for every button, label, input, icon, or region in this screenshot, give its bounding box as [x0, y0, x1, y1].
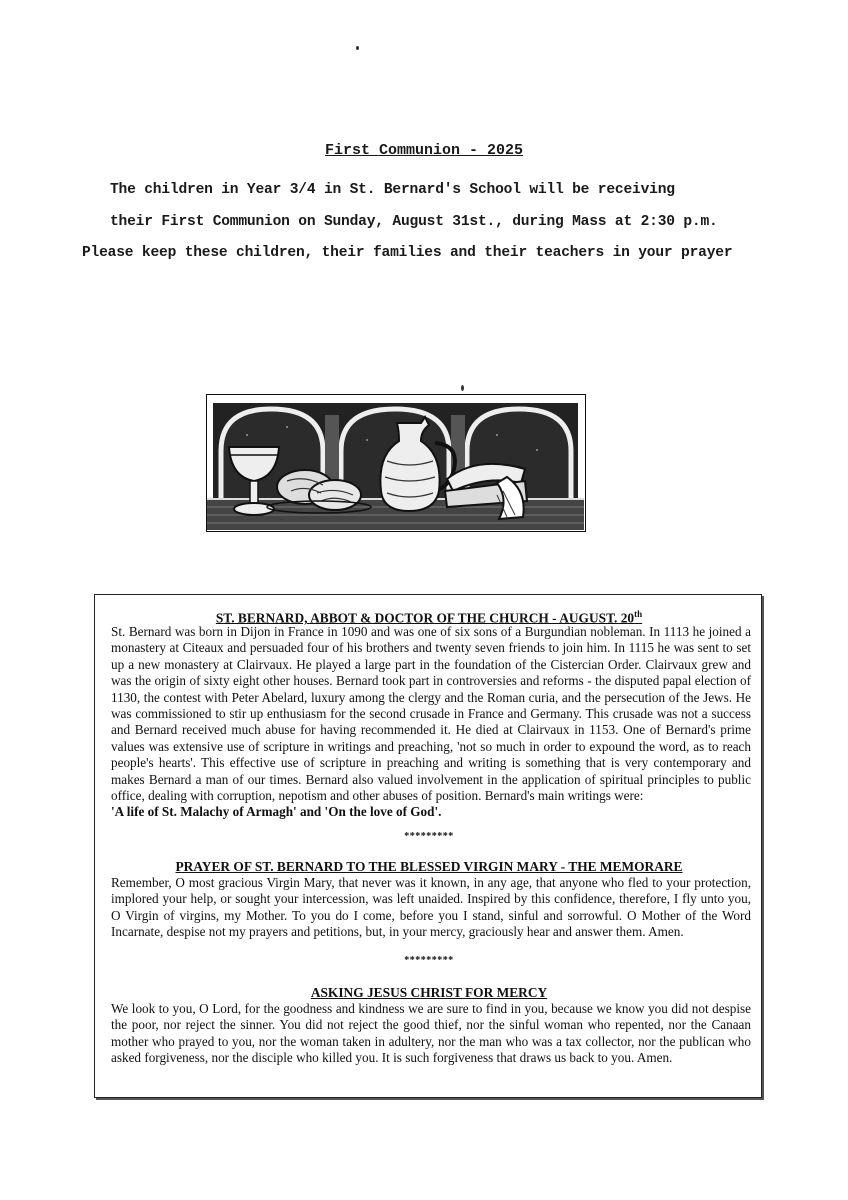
- memorare-title: PRAYER OF ST. BERNARD TO THE BLESSED VIRGIN MARY - THE MEMORARE: [175, 859, 683, 874]
- ordinal-suffix: th: [634, 609, 643, 619]
- separator-stars: *********: [404, 955, 454, 966]
- chalice-bread-jug-cloth-illustration: [206, 394, 586, 532]
- first-communion-line-3: Please keep these children, their families and their teachers in your prayer: [82, 245, 733, 261]
- mercy-text: We look to you, O Lord, for the goodness and kindness we are sure to find in you, because we know you did not despise the poor, nor reject the sinner. You did not reject the good thief, nor the sinful woman who repented, nor the Canaan mother who prayed to you, nor the woman taken in adultery, nor the man who was a tax collector, nor the publican who asked forgiveness, nor the disciple who killed you. It is such forgiveness that draws us back to you. Amen.: [111, 1001, 751, 1066]
- st-bernard-body: St. Bernard was born in Dijon in France in 1090 and was one of six sons of a Burgundian nobleman. In 1113 he joined a monastery at Citeaux and persuaded four of his brothers and twenty seven friends to join him. In 1115 he was sent to set up a new monastery at Clairvaux. He played a large part in the foundation of the Cistercian Order. Clairvaux grew and was the origin of sixty eight other houses. Bernard took part in controversies and reforms - the disputed papal election of 1130, the contest with Peter Abelard, luxury among the clergy and the Roman curia, and the persecution of the Jews. He was commissioned to stir up enthusiasm for the second crusade in France and Germany. This crusade was not a success and Bernard received much abuse for having recommended it. He died at Clairvaux in 1153. One of Bernard's prime values was extensive use of scripture in writings and preaching, 'not so much in order to expound the word, as to reach people's hearts'. This effective use of scripture in preaching and writing is something that is very contemporary and makes Bernard a man of our times. Bernard also valued involvement in the application of spiritual principles to public office, dealing with corruption, nepotism and other abuses of position. Bernard's main writings were:: [111, 624, 751, 804]
- readings-box: [94, 594, 762, 1098]
- first-communion-line-2: their First Communion on Sunday, August 31st., during Mass at 2:30 p.m.: [110, 214, 718, 230]
- mercy-title: ASKING JESUS CHRIST FOR MERCY: [310, 985, 548, 1000]
- communion-illustration-icon: [207, 395, 584, 530]
- st-bernard-works: 'A life of St. Malachy of Armagh' and 'On the love of God'.: [111, 804, 442, 820]
- st-bernard-title: ST. BERNARD, ABBOT & DOCTOR OF THE CHURCH - AUGUST. 20th: [215, 609, 643, 626]
- first-communion-title: First Communion - 2025: [324, 142, 524, 159]
- memorare-text: Remember, O most gracious Virgin Mary, that never was it known, in any age, that anyone who fled to your protection, implored your help, or sought your intercession, was left unaided. Inspired by this confidence, therefore, I fly unto you, O Virgin of virgins, my Mother. To you do I come, before you I stand, sinful and sorrowful. O Mother of the Word Incarnate, despise not my prayers and petitions, but, in your mercy, graciously hear and answer them. Amen.: [111, 875, 751, 940]
- separator-stars: *********: [404, 831, 454, 842]
- st-bernard-text: [111, 624, 751, 821]
- first-communion-line-1: The children in Year 3/4 in St. Bernard's School will be receiving: [110, 182, 675, 198]
